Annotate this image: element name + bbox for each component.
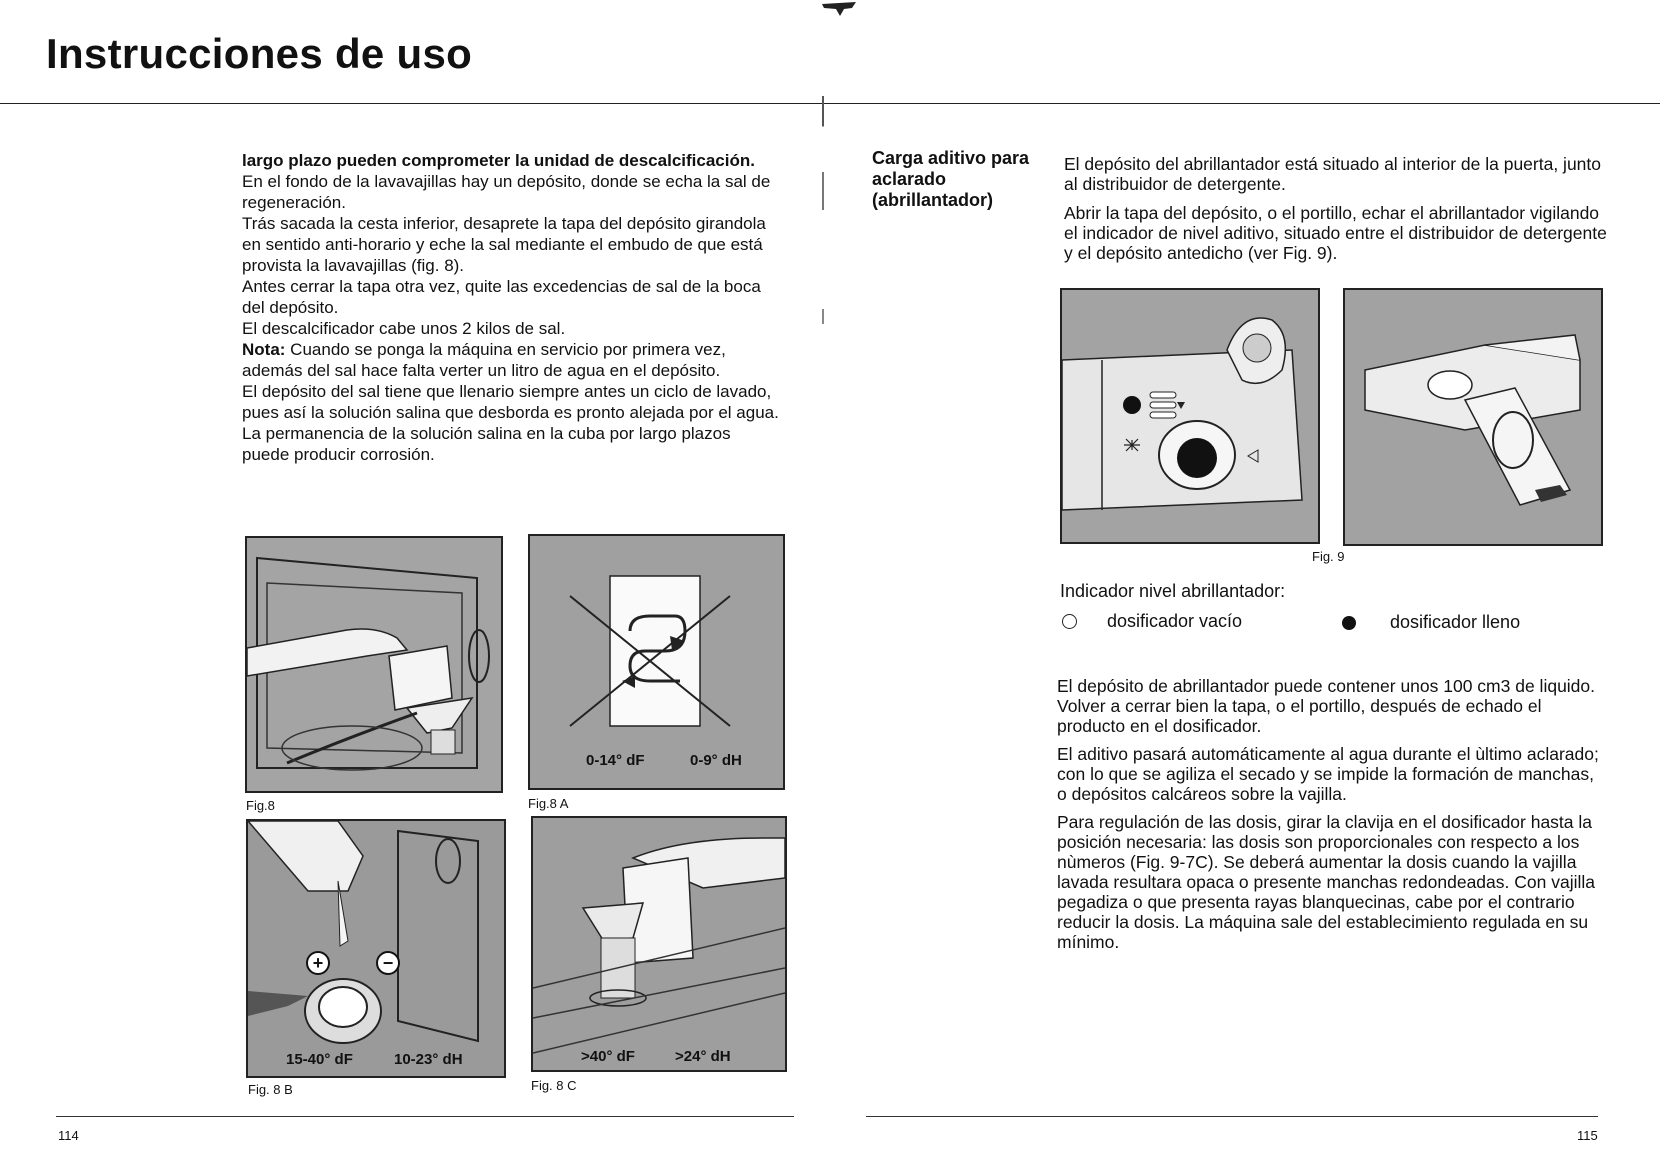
right-intro-column (1064, 154, 1612, 272)
header-rule (0, 103, 1660, 104)
footer-rule-left (56, 1116, 794, 1117)
indicator-title: Indicador nivel abrillantador: (1060, 581, 1286, 601)
indicator-full-item (1342, 612, 1520, 633)
figure-9-right-image (1343, 288, 1603, 546)
hardness-dial-plus-illustration (248, 821, 504, 1076)
left-paragraph-2: Trás sacada la cesta inferior, desaprete la tapa del depósito girandola en sentido anti-horario y eche la sal mediante el embudo de que está provista la lavavajillas (fig. 8). (242, 214, 766, 275)
footer-rule-right (866, 1116, 1598, 1117)
right-paragraph-1: El depósito del abrillantador está situado al interior de la puerta, junto al distribuidor de detergente. (1064, 154, 1602, 194)
salt-box-pouring-illustration (533, 818, 785, 1070)
figure-8a-image (528, 534, 785, 790)
plus-icon: + (306, 951, 330, 975)
empty-circle-icon (1062, 614, 1077, 629)
left-text-column (242, 150, 782, 465)
figure-9-left-image (1060, 288, 1320, 544)
figure-8c-caption: Fig. 8 C (531, 1078, 577, 1093)
figure-8c-image (531, 816, 787, 1072)
rinse-aid-cap-open-illustration (1345, 290, 1601, 544)
indicator-empty-label: dosificador vacío (1107, 611, 1243, 631)
note-label: Nota: (242, 340, 286, 359)
figure-8b-caption: Fig. 8 B (248, 1082, 293, 1097)
right-paragraph-2: Abrir la tapa del depósito, o el portillo, echar el abrillantador vigilando el indicador de nivel aditivo, situado entre el distribuidor de detergente y el depósito antedicho (ver Fig. 9). (1064, 203, 1607, 263)
fig8b-dh-label: 10-23° dH (394, 1051, 463, 1068)
right-body-column (1057, 676, 1602, 960)
fig8c-df-label: >40° dF (581, 1048, 635, 1065)
full-circle-icon (1342, 616, 1356, 630)
fig8c-dh-label: >24° dH (675, 1048, 731, 1065)
right-paragraph-4: El aditivo pasará automáticamente al agua durante el ùltimo aclarado; con lo que se agiliza el secado y se impide la formación de manchas, o depósitos calcáreos sobre la vajilla. (1057, 744, 1599, 804)
left-paragraph-1: En el fondo de la lavavajillas hay un depósito, donde se echa la sal de regeneración. (242, 172, 771, 212)
page-number-left: 114 (58, 1128, 79, 1143)
left-paragraph-5: El depósito del sal tiene que llenario siempre antes un ciclo de lavado, pues así la solución salina que desborda es pronto alejada por el agua. (242, 382, 779, 422)
note-text: Cuando se ponga la máquina en servicio por primera vez, además del sal hace falta verter un litro de agua en el depósito. (242, 340, 726, 380)
fig8a-dh-label: 0-9° dH (690, 752, 742, 769)
fold-line (822, 96, 824, 476)
left-heading: largo plazo pueden comprometer la unidad de descalcificación. (242, 151, 755, 170)
figure-9-caption: Fig. 9 (1312, 549, 1345, 564)
no-salt-symbol-illustration (530, 536, 783, 788)
figure-8b-image (246, 819, 506, 1078)
figure-8-image (245, 536, 503, 793)
fig8a-df-label: 0-14° dF (586, 752, 645, 769)
indicator-empty-item (1062, 611, 1242, 632)
indicator-full-label: dosificador lleno (1390, 612, 1521, 632)
page-title: Instrucciones de uso (46, 30, 473, 77)
note-paragraph (242, 339, 782, 381)
fold-mark-icon (822, 0, 862, 20)
left-paragraph-6: La permanencia de la solución salina en la cuba por largo plazos puede producir corrosión. (242, 424, 731, 464)
left-paragraph-3: Antes cerrar la tapa otra vez, quite las excedencias de sal de la boca del depósito. (242, 277, 761, 317)
right-paragraph-5: Para regulación de las dosis, girar la clavija en el dosificador hasta la posición necesaria: las dosis son proporcionales con respecto a los nùmeros (Fig. 9-7C). Se deberá aumentar la dosis cuando la vajilla lavada resultara opaca o presente manchas redondeadas. Con vajilla pegadiza o que presenta rayas blanquecinas, cabe por el contrario reducir la dosis. La máquina sale del establecimiento regulada en su mínimo. (1057, 812, 1595, 952)
figure-8a-caption: Fig.8 A (528, 796, 569, 811)
fig8b-df-label: 15-40° dF (286, 1051, 353, 1068)
figure-8-caption: Fig.8 (246, 798, 275, 813)
minus-icon: − (376, 951, 400, 975)
dishwasher-salt-funnel-illustration (247, 538, 501, 791)
section-heading: Carga aditivo para aclarado (abrillantador) (872, 148, 1030, 210)
page-number-right: 115 (1577, 1128, 1598, 1143)
rinse-aid-dispenser-dial-illustration (1062, 290, 1318, 542)
right-paragraph-3: El depósito de abrillantador puede contener unos 100 cm3 de liquido. Volver a cerrar bien la tapa, o el portillo, después de echado el producto en el dosificador. (1057, 676, 1596, 736)
left-paragraph-4: El descalcificador cabe unos 2 kilos de sal. (242, 319, 566, 338)
